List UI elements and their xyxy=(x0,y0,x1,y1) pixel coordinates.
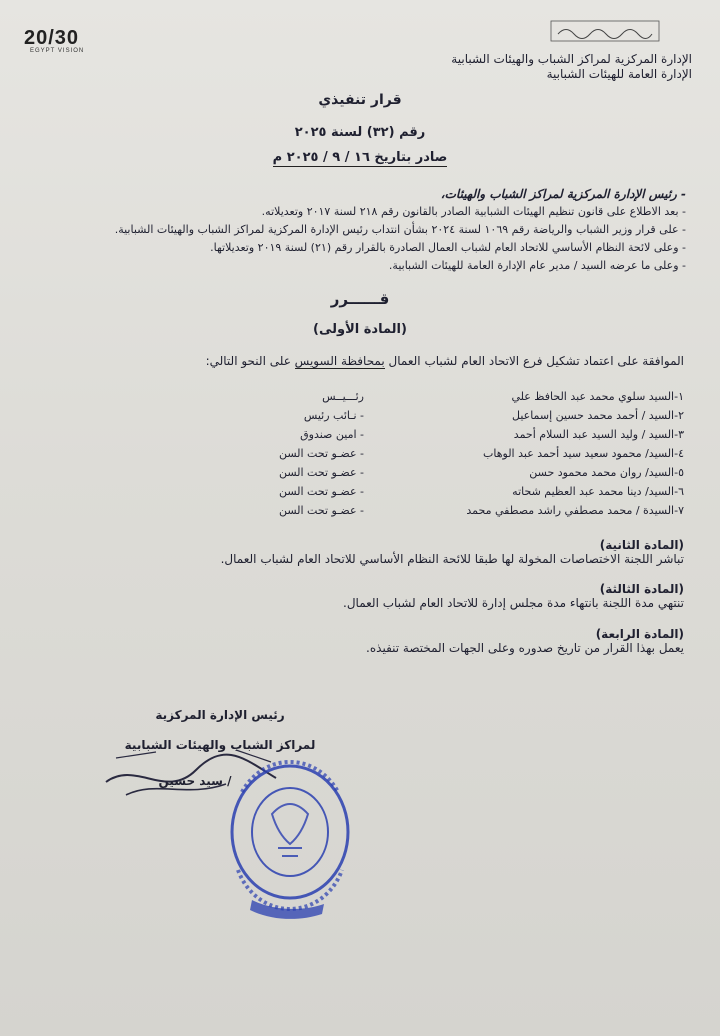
member-row xyxy=(44,485,684,504)
article-1-intro xyxy=(44,354,684,368)
member-role: رئـــيــس xyxy=(322,390,364,403)
logo-text: 20/30 xyxy=(24,27,80,49)
decision-date-text: صادر بتاريخ ١٦ / ٩ / ٢٠٢٥ م xyxy=(272,150,448,165)
decision-number: رقم (٣٢) لسنة ٢٠٢٥ xyxy=(294,125,426,140)
official-seal-icon xyxy=(212,752,372,922)
article-2-text: تباشر اللجنة الاختصاصات المخولة لها طبقا للائحة النظام الأساسي للاتحاد العام لشباب العمال. xyxy=(220,552,684,566)
intro-text: الموافقة على اعتماد تشكيل فرع الاتحاد العام لشباب العمال xyxy=(384,354,684,368)
article-2-heading: (المادة الثانية) xyxy=(599,538,684,552)
signatory-name: / سيد حسين xyxy=(158,774,232,788)
member-name: ٥-السيد/ روان محمد محمود حسن xyxy=(529,466,684,479)
member-row xyxy=(44,390,684,409)
member-row xyxy=(44,428,684,447)
signatory-title-2: لمراكز الشباب والهيئات الشبابية xyxy=(124,738,316,752)
member-name: ١-السيد سلوي محمد عبد الحافظ علي xyxy=(511,390,684,403)
member-row xyxy=(44,466,684,485)
member-row xyxy=(44,409,684,428)
egypt-vision-logo xyxy=(24,28,104,64)
logo-subtext: EGYPT VISION xyxy=(30,48,85,54)
article-1-heading: (المادة الأولى) xyxy=(313,322,407,337)
preamble-line: - وعلى ما عرضه السيد / مدير عام الإدارة العامة للهيئات الشبابية. xyxy=(388,259,686,272)
signatory-title-1: رئيس الإدارة المركزية xyxy=(155,708,285,722)
decision-title: قرار تنفيذي xyxy=(318,92,402,108)
decision-date xyxy=(0,150,720,165)
member-role: - نـائب رئيس xyxy=(303,409,364,422)
member-name: ٣-السيد / وليد السيد عبد السلام أحمد xyxy=(513,428,684,441)
member-role: - امين صندوق xyxy=(300,428,364,441)
header-line-1: الإدارة المركزية لمراكز الشباب والهيئات الشبابية xyxy=(451,52,692,66)
article-3-heading: (المادة الثالثة) xyxy=(599,582,684,596)
article-4-heading: (المادة الرابعة) xyxy=(595,627,684,641)
preamble xyxy=(46,185,686,275)
preamble-line: - رئيس الإدارة المركزية لمراكز الشباب والهيئات، xyxy=(440,187,686,201)
member-name: ٢-السيد / أحمد محمد حسين إسماعيل xyxy=(511,409,684,422)
member-name: ٦-السيد/ دينا محمد عبد العظيم شحاته xyxy=(512,485,684,498)
preamble-line: - بعد الاطلاع على قانون تنظيم الهيئات الشبابية الصادر بالقانون رقم ٢١٨ لسنة ٢٠١٧ وتعديلاته. xyxy=(261,205,686,218)
member-role: - عضـو تحت السن xyxy=(278,504,364,517)
member-role: - عضـو تحت السن xyxy=(278,485,364,498)
article-2 xyxy=(44,538,684,566)
members-list xyxy=(44,390,684,523)
member-row xyxy=(44,447,684,466)
governorate-name: بمحافظة السويس xyxy=(294,354,385,368)
member-role: - عضـو تحت السن xyxy=(278,447,364,460)
issuing-authority xyxy=(362,52,692,82)
header-line-2: الإدارة العامة للهيئات الشبابية xyxy=(546,67,692,81)
decree-word: قــــــرر xyxy=(330,290,390,308)
intro-text-end: على النحو التالي: xyxy=(205,354,295,368)
article-3-text: تنتهي مدة اللجنة بانتهاء مدة مجلس إدارة للاتحاد العام لشباب العمال. xyxy=(343,596,684,610)
member-role: - عضـو تحت السن xyxy=(278,466,364,479)
member-row xyxy=(44,504,684,523)
preamble-line: - على قرار وزير الشباب والرياضة رقم ١٠٦٩ لسنة ٢٠٢٤ بشأن انتداب رئيس الإدارة المركزية لمراكز الشباب والهيئات الشبابية. xyxy=(114,223,686,236)
article-4-text: يعمل بهذا القرار من تاريخ صدوره وعلى الجهات المختصة تنفيذه. xyxy=(366,641,684,655)
article-3 xyxy=(44,582,684,610)
member-name: ٤-السيد/ محمود سعيد سيد أحمد عبد الوهاب xyxy=(483,447,684,460)
member-name: ٧-السيدة / محمد مصطفي راشد مصطفي محمد xyxy=(466,504,684,517)
preamble-line: - وعلى لائحة النظام الأساسي للاتحاد العام لشباب العمال الصادرة بالقرار رقم (٢١) لسنة ٢٠١٩ وتعديلاتها. xyxy=(210,241,686,254)
article-4 xyxy=(44,627,684,655)
ministry-stamp-icon xyxy=(550,20,660,42)
